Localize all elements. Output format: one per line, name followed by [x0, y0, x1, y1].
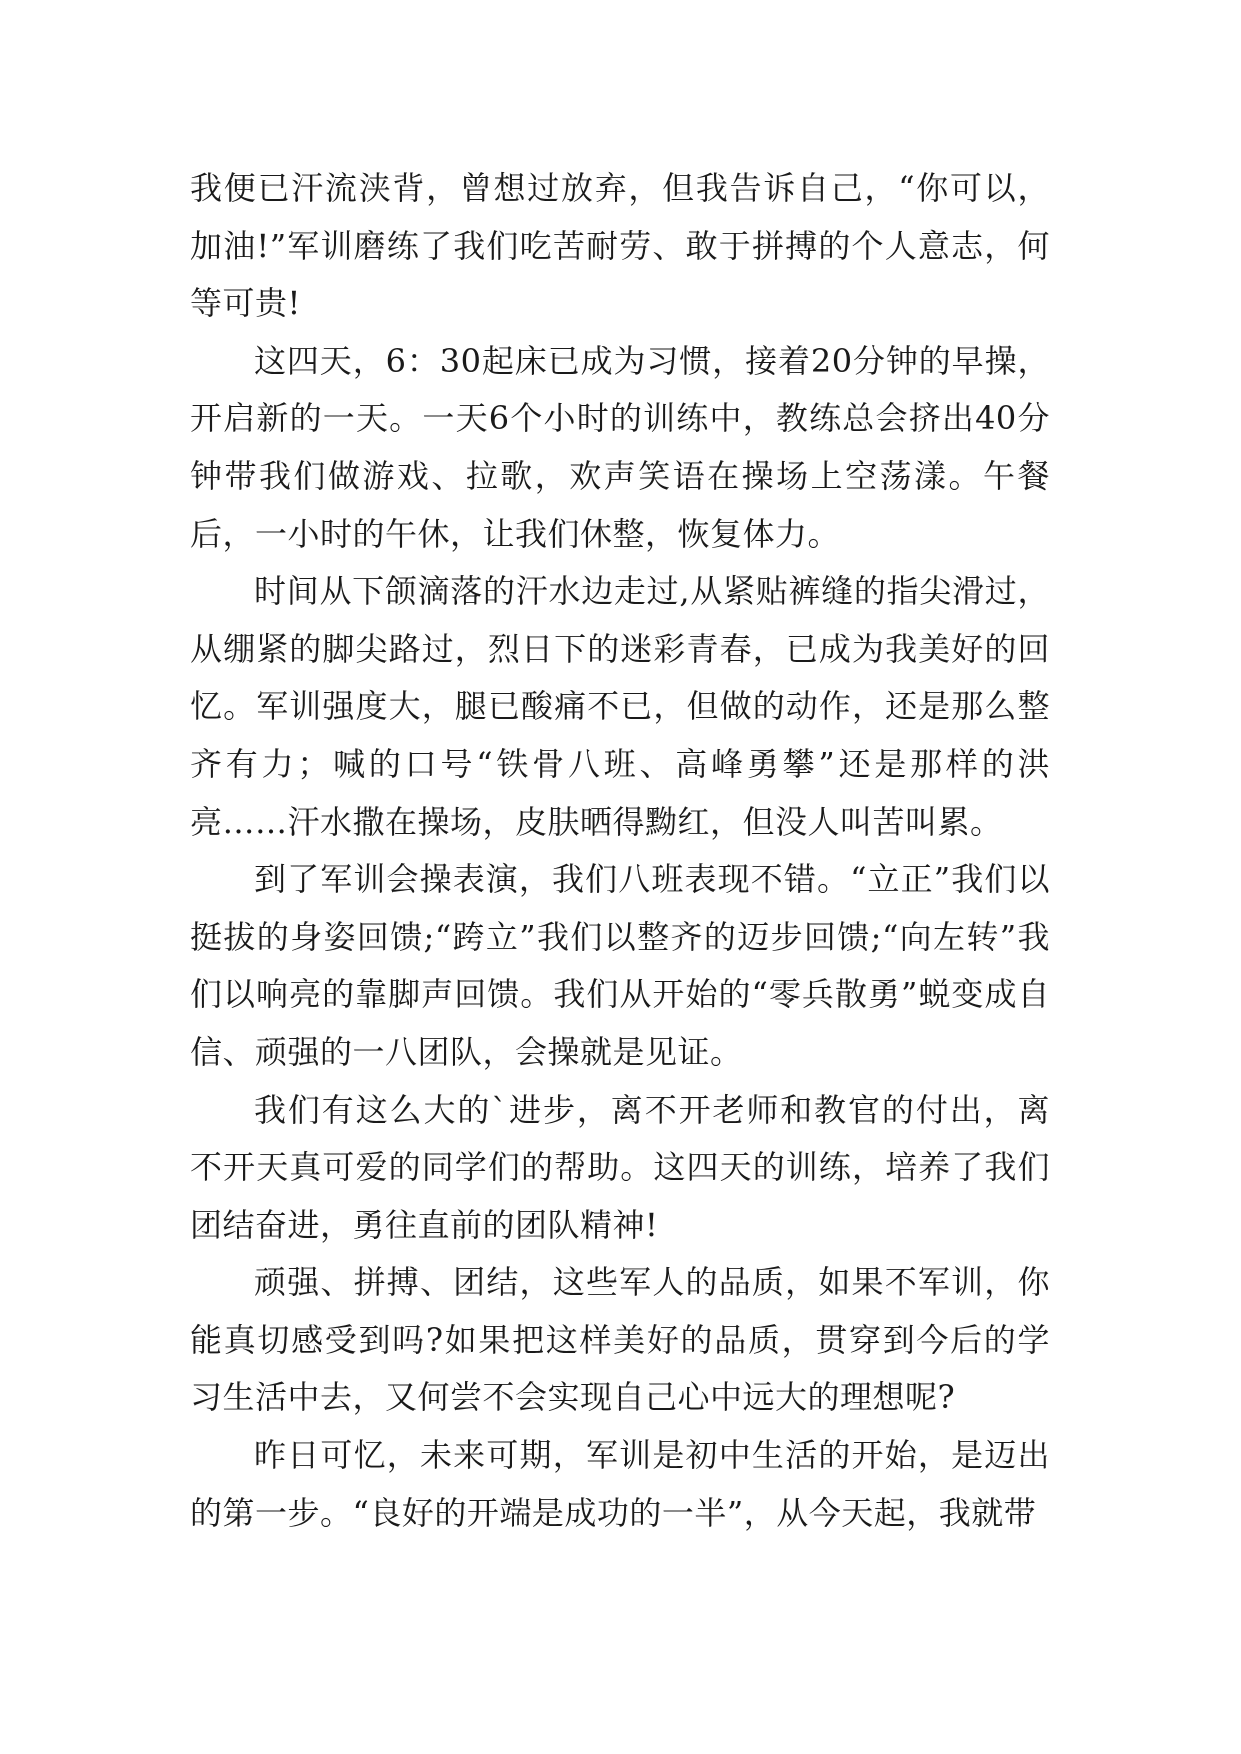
- paragraph-1: 我便已汗流浃背，曾想过放弃，但我告诉自己，“你可以，加油!”军训磨练了我们吃苦耐劳、敢于拼搏的个人意志，何等可贵!: [190, 169, 1050, 323]
- paragraph-2: 这四天，6：30起床已成为习惯，接着20分钟的早操，开启新的一天。一天6个小时的训练中，教练总会挤出40分钟带我们做游戏、拉歌，欢声笑语在操场上空荡漾。午餐后，一小时的午休，让我们休整，恢复体力。: [190, 341, 1050, 553]
- paragraph-6: 顽强、拼搏、团结，这些军人的品质，如果不军训，你能真切感受到吗?如果把这样美好的品质，贯穿到今后的学习生活中去，又何尝不会实现自己心中远大的理想呢?: [190, 1263, 1050, 1417]
- paragraph-4: 到了军训会操表演，我们八班表现不错。“立正”我们以挺拔的身姿回馈;“跨立”我们以整齐的迈步回馈;“向左转”我们以响亮的靠脚声回馈。我们从开始的“零兵散勇”蜕变成自信、顽强的一八团队，会操就是见证。: [190, 860, 1050, 1071]
- paragraph-7: 昨日可忆，未来可期，军训是初中生活的开始，是迈出的第一步。“良好的开端是成功的一半”，从今天起，我就带: [190, 1436, 1050, 1532]
- body-text: [190, 160, 1050, 1542]
- paragraph-5: 我们有这么大的`进步，离不开老师和教官的付出，离不开天真可爱的同学们的帮助。这四天的训练，培养了我们团结奋进，勇往直前的团队精神!: [190, 1090, 1050, 1244]
- paragraph-3: 时间从下颌滴落的汗水边走过,从紧贴裤缝的指尖滑过，从绷紧的脚尖路过，烈日下的迷彩青春，已成为我美好的回忆。军训强度大，腿已酸痛不已，但做的动作，还是那么整齐有力；喊的口号“铁骨八班、高峰勇攀”还是那样的洪亮……汗水撒在操场，皮肤晒得黝红，但没人叫苦叫累。: [190, 572, 1050, 841]
